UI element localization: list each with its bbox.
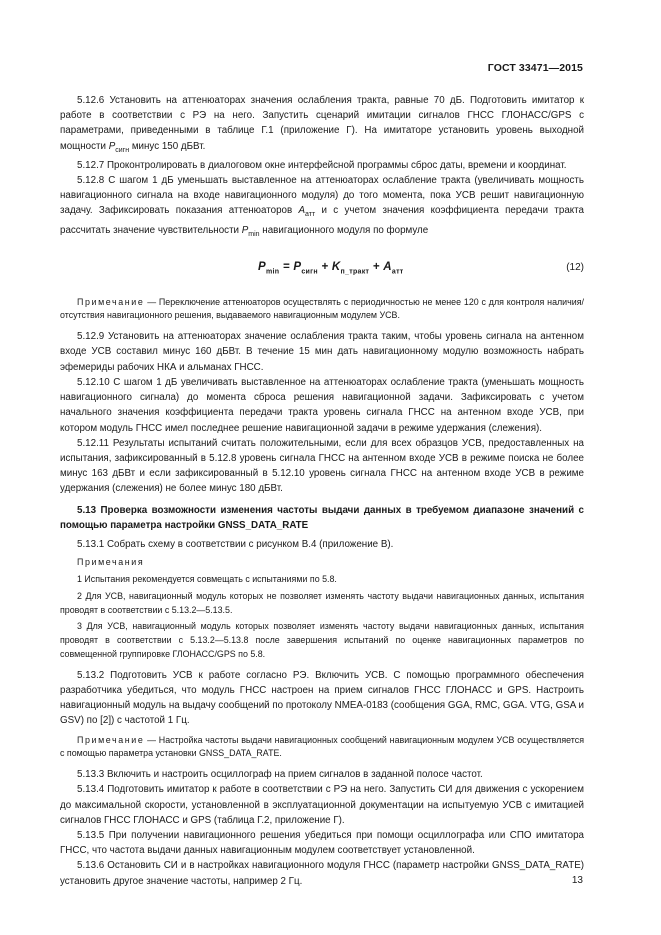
- document-body: [60, 93, 584, 889]
- note-2: 2 Для УСВ, навигационный модуль которых не позволяет изменять частоту выдачи навигационных данных, испытания проводят в соответствии с 5.13.2—5.13.5.: [60, 590, 584, 615]
- paragraph-5-13-3: 5.13.3 Включить и настроить осциллограф на прием сигналов в заданной полосе частот.: [77, 769, 483, 781]
- paragraph-5-13-2: 5.13.2 Подготовить УСВ к работе согласно РЭ. Включить УСВ. С помощью программного обеспечения разработчика убедиться, что модуль ГНСС настроен на прием сигналов ГНСС ГЛОНАСС и GPS. Настроить навигационный модуль на выдачу сообщений по протоколу NMEA-0183 (сообщения GGA, RMC, GGA. VTG, GSA и GSV) по [2]) с частотой 1 Гц.: [60, 669, 584, 727]
- paragraph-5-12-8: 5.12.8 С шагом 1 дБ уменьшать выставленное на аттенюаторах ослабление тракта (увеличивать мощность навигационного сигнала на входе навигационного модуля) до того момента, пока УСВ решит навигационную задачу. Зафиксировать показания аттенюаторов $A_{атт}$ и с учетом значения коэффициента передачи тракта рассчитать значение чувствительности $P_{min}$ навигационного модуля по формуле: [60, 174, 584, 238]
- paragraph-5-12-9: 5.12.9 Установить на аттенюаторах значение ослабления тракта таким, чтобы уровень сигнала на антенном входе УСВ составил минус 160 дБВт. В течение 15 мин дать навигационному модулю возможность набрать эфемериды рабочих НКА и альманах ГНСС.: [60, 331, 584, 373]
- paragraph-5-13-1: 5.13.1 Собрать схему в соответствии с рисунком В.4 (приложение В).: [77, 538, 394, 550]
- note-data-rate: Примечание — Настройка частоты выдачи навигационных сообщений навигационным модулем УСВ осуществляется с помощью параметра установки GNSS_DATA_RATE.: [60, 734, 584, 759]
- paragraph-5-12-11: 5.12.11 Результаты испытаний считать положительными, если для всех образцов УСВ, предоставленных на испытания, зафиксированный в 5.12.8 уровень сигнала ГНСС на антенном входе УСВ в режиме поиска не более минус 163 дБВт и если зафиксированный в 5.12.10 уровень сигнала ГНСС на антенном входе УСВ в режиме удержания (слежения) не более минус 180 дБВт.: [60, 437, 584, 495]
- formula-12: [60, 254, 584, 282]
- paragraph-5-13-4: 5.13.4 Подготовить имитатор к работе в соответствии с РЭ на него. Запустить СИ для движения с ускорением до максимальной скорости, установленной в эксплуатационной документации на испытуемую УСВ с имитацией сигналов ГНСС ГЛОНАСС и GPS (таблица Г.2, приложение Г).: [60, 784, 584, 826]
- paragraph-5-13-5: 5.13.5 При получении навигационного решения убедиться при помощи осциллографа или СПО имитатора ГНСС, что частота выдачи данных навигационным модулем соответствует установленной.: [60, 829, 584, 857]
- notes-label: Примечания: [77, 557, 145, 568]
- document-header: ГОСТ 33471—2015: [487, 62, 583, 74]
- paragraph-5-12-7: 5.12.7 Проконтролировать в диалоговом окне интерфейсной программы сброс даты, времени и координат.: [77, 159, 567, 171]
- note-3: 3 Для УСВ, навигационный модуль которых позволяет изменять частоту выдачи навигационных данных, испытания проводят в соответствии с 5.13.2—5.13.8 после завершения испытаний по оценке навигационных параметров по совмещенной группировке ГЛОНАСС/GPS по 5.8.: [60, 621, 584, 659]
- section-heading-5-13: 5.13 Проверка возможности изменения частоты выдачи данных в требуемом диапазоне значений с помощью параметра настройки GNSS_DATA_RATE: [60, 504, 584, 531]
- paragraph-5-12-6: 5.12.6 Установить на аттенюаторах значения ослабления тракта, равные 70 дБ. Подготовить имитатор к работе в соответствии с РЭ на него. Запустить сценарий имитации сигналов ГНСС ГЛОНАСС/GPS с параметрами, приведенными в таблице Г.1 (приложение Г). На имитаторе установить уровень выходной мощности $P_{сигн}$ минус 150 дБВт.: [60, 95, 584, 154]
- note-1: 1 Испытания рекомендуется совмещать с испытаниями по 5.8.: [77, 573, 337, 584]
- paragraph-5-13-6: 5.13.6 Остановить СИ и в настройках навигационного модуля ГНСС (параметр настройки GNSS_DATA_RATE) установить другое значение частоты, например 2 Гц.: [60, 860, 584, 887]
- formula-expression: $P_{min} = P_{сигн} + K_{п\_тракт} + A_{атт}$: [258, 260, 404, 275]
- formula-number: (12): [566, 261, 584, 273]
- page-number: 13: [571, 875, 583, 886]
- paragraph-5-12-10: 5.12.10 С шагом 1 дБ увеличивать выставленное на аттенюаторах ослабление тракта (уменьшать мощность навигационного сигнала) до момента сброса решения навигационной задачи. Зафиксировать с учетом начального значения коэффициента передачи тракта уровень сигнала ГНСС на антенном входе УСВ, при котором модуль ГНСС имел последнее решение навигационной задачи в режиме удержания (слежения).: [60, 376, 584, 434]
- note-attenuator: Примечание — Переключение аттенюаторов осуществлять с периодичностью не менее 120 с для контроля наличия/отсутствия навигационного решения, выдаваемого навигационным модулем УСВ.: [60, 296, 584, 321]
